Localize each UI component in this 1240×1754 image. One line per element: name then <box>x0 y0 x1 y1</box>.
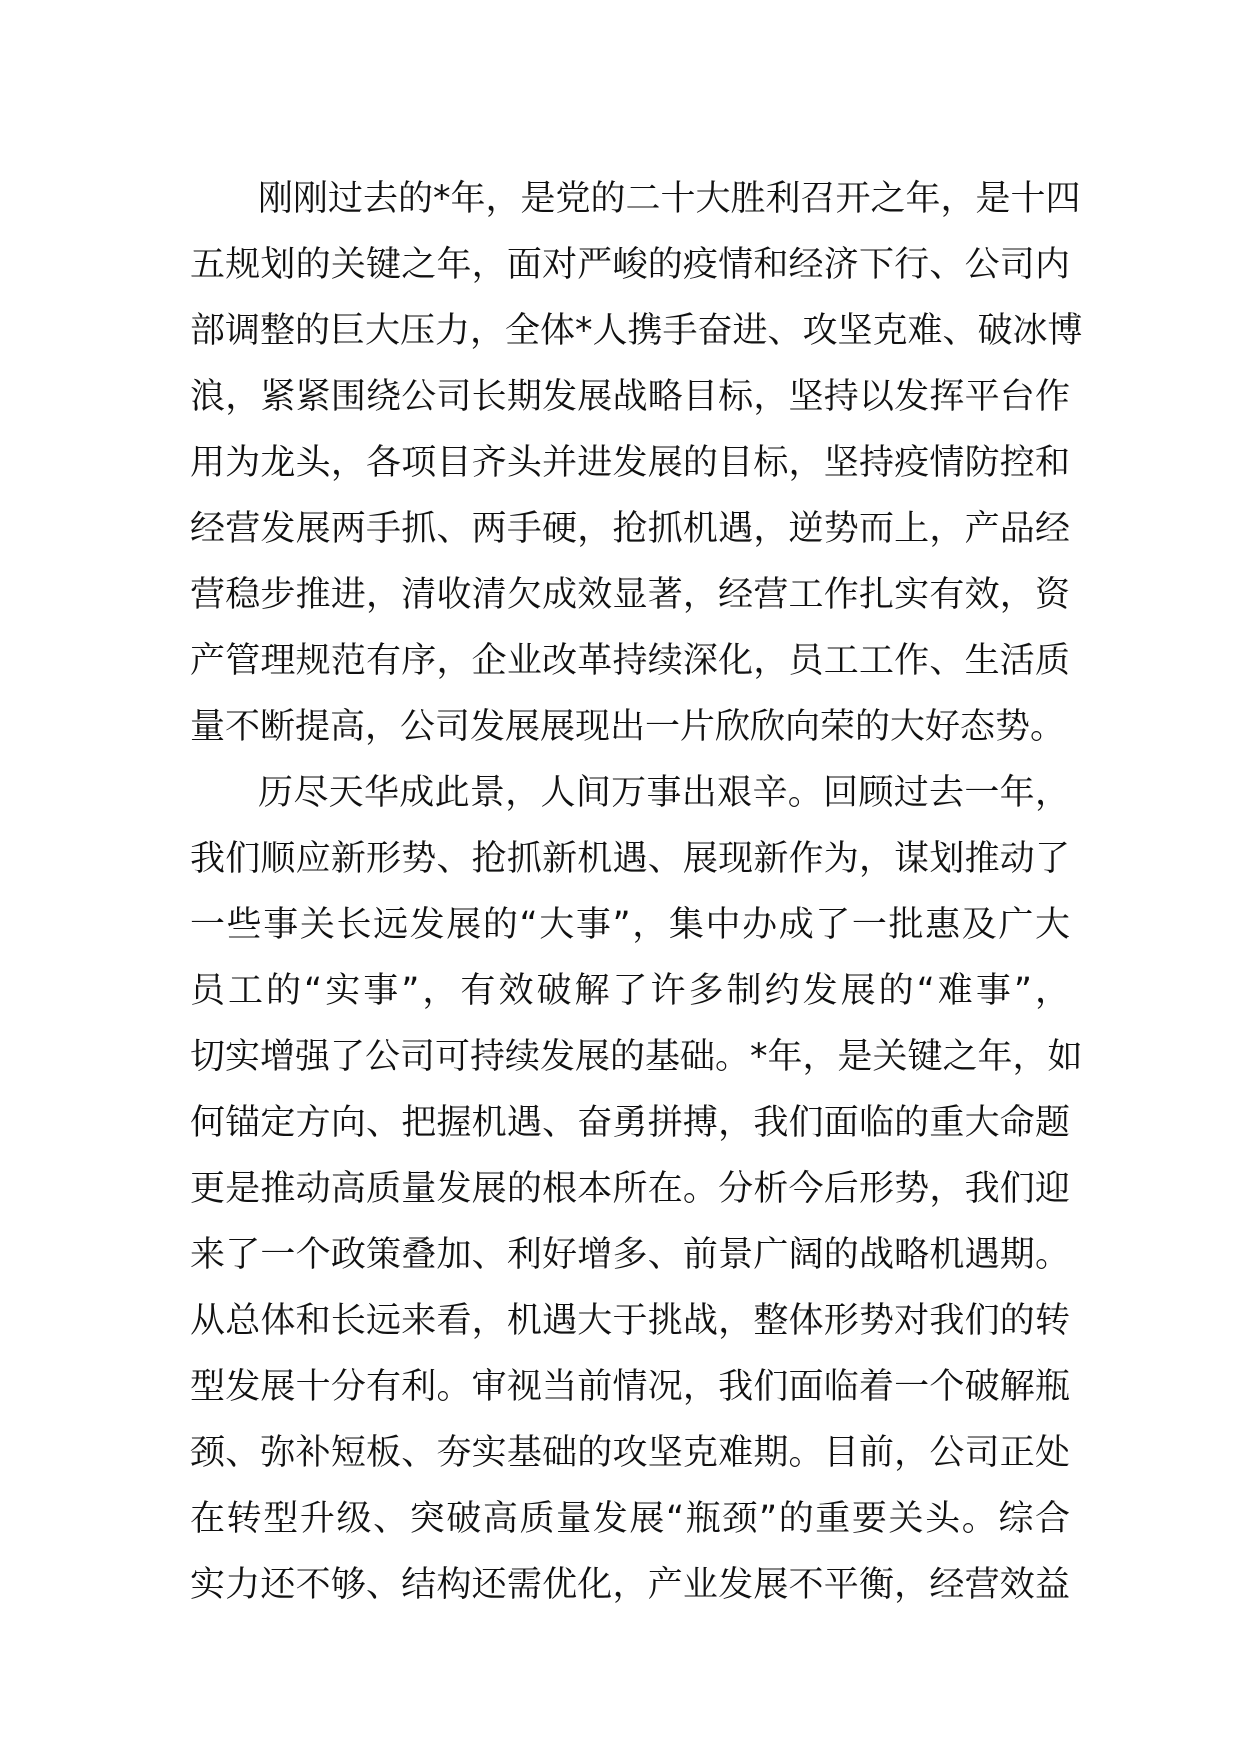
document-body <box>190 166 1083 1618</box>
text-line: 何锚定方向、把握机遇、奋勇拼搏，我们面临的重大命题 <box>190 1103 1070 1143</box>
text-line: 更是推动高质量发展的根本所在。分析今后形势，我们迎 <box>190 1169 1070 1209</box>
text-line: 来了一个政策叠加、利好增多、前景广阔的战略机遇期。 <box>190 1235 1070 1275</box>
text-line: 量不断提高，公司发展展现出一片欣欣向荣的大好态势。 <box>190 707 1066 747</box>
text-line: 历尽天华成此景，人间万事出艰辛。回顾过去一年， <box>258 773 1070 813</box>
paragraph-2 <box>190 760 1083 1618</box>
text-line: 在转型升级、突破高质量发展“瓶颈”的重要关头。综合 <box>190 1499 1070 1539</box>
paragraph-1 <box>190 166 1083 760</box>
text-line: 型发展十分有利。审视当前情况，我们面临着一个破解瓶 <box>190 1367 1070 1407</box>
text-line: 员工的“实事”，有效破解了许多制约发展的“难事”， <box>190 971 1070 1011</box>
text-line: 一些事关长远发展的“大事”，集中办成了一批惠及广大 <box>190 905 1070 945</box>
text-line: 颈、弥补短板、夯实基础的攻坚克难期。目前，公司正处 <box>190 1433 1070 1473</box>
text-line: 实力还不够、结构还需优化，产业发展不平衡，经营效益 <box>190 1565 1070 1605</box>
text-line: 浪，紧紧围绕公司长期发展战略目标，坚持以发挥平台作 <box>190 377 1070 417</box>
text-line: 产管理规范有序，企业改革持续深化，员工工作、生活质 <box>190 641 1070 681</box>
text-line: 部调整的巨大压力，全体*人携手奋进、攻坚克难、破冰博 <box>190 311 1083 351</box>
text-line: 用为龙头，各项目齐头并进发展的目标，坚持疫情防控和 <box>190 443 1070 483</box>
text-line: 我们顺应新形势、抢抓新机遇、展现新作为，谋划推动了 <box>190 839 1070 879</box>
text-line: 切实增强了公司可持续发展的基础。*年，是关键之年，如 <box>190 1037 1083 1077</box>
text-line: 五规划的关键之年，面对严峻的疫情和经济下行、公司内 <box>190 245 1070 285</box>
text-line: 刚刚过去的*年，是党的二十大胜利召开之年，是十四 <box>258 179 1081 219</box>
text-line: 从总体和长远来看，机遇大于挑战，整体形势对我们的转 <box>190 1301 1070 1341</box>
text-line: 营稳步推进，清收清欠成效显著，经营工作扎实有效，资 <box>190 575 1070 615</box>
text-line: 经营发展两手抓、两手硬，抢抓机遇，逆势而上，产品经 <box>190 509 1070 549</box>
